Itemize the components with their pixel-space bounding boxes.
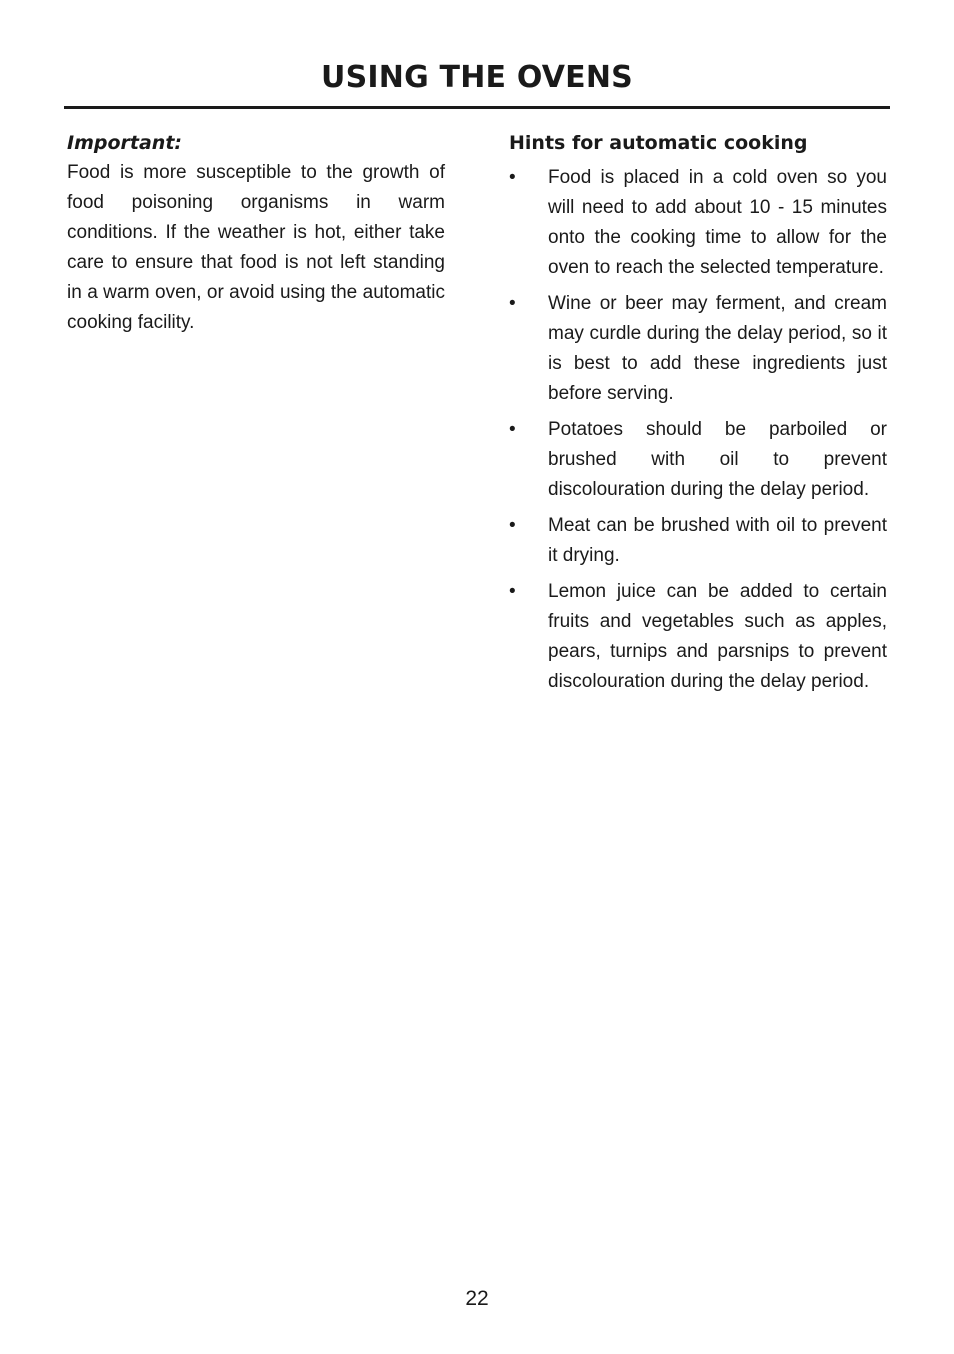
hints-item-wine-beer (509, 289, 887, 409)
important-body: Food is more susceptible to the growth of food poisoning organisms in warm conditions. If the weather is hot, either take care to ensure that food is not left standing in a warm oven, or avoid using the automatic cooking facility. (67, 162, 445, 333)
hints-section (509, 128, 887, 703)
hints-item-text: Food is placed in a cold oven so you will need to add about 10 - 15 minutes onto the cooking time to allow for the oven to reach the selected temperature. (548, 167, 887, 278)
hints-item-text: Potatoes should be parboiled or brushed with oil to prevent discolouration during the delay period. (548, 419, 887, 500)
hints-item-text: Meat can be brushed with oil to prevent it drying. (548, 515, 887, 566)
hints-item-text: Lemon juice can be added to certain fruits and vegetables such as apples, pears, turnips and parsnips to prevent discolouration during the delay period. (548, 581, 887, 692)
bullet-icon: • (509, 419, 516, 440)
page-number: 22 (465, 1287, 489, 1310)
hints-item-text: Wine or beer may ferment, and cream may curdle during the delay period, so it is best to add these ingredients just before serving. (548, 293, 887, 404)
hints-item-cold-oven (509, 163, 887, 283)
hints-heading: Hints for automatic cooking (509, 132, 808, 154)
bullet-icon: • (509, 167, 516, 188)
title-divider (64, 106, 890, 109)
important-label: Important: (67, 132, 183, 154)
page-title: USING THE OVENS (321, 60, 633, 95)
bullet-icon: • (509, 515, 516, 536)
hints-item-lemon-juice (509, 577, 887, 697)
hints-item-potatoes (509, 415, 887, 505)
important-section (67, 128, 445, 338)
hints-list (509, 163, 887, 697)
bullet-icon: • (509, 581, 516, 602)
hints-item-meat (509, 511, 887, 571)
bullet-icon: • (509, 293, 516, 314)
